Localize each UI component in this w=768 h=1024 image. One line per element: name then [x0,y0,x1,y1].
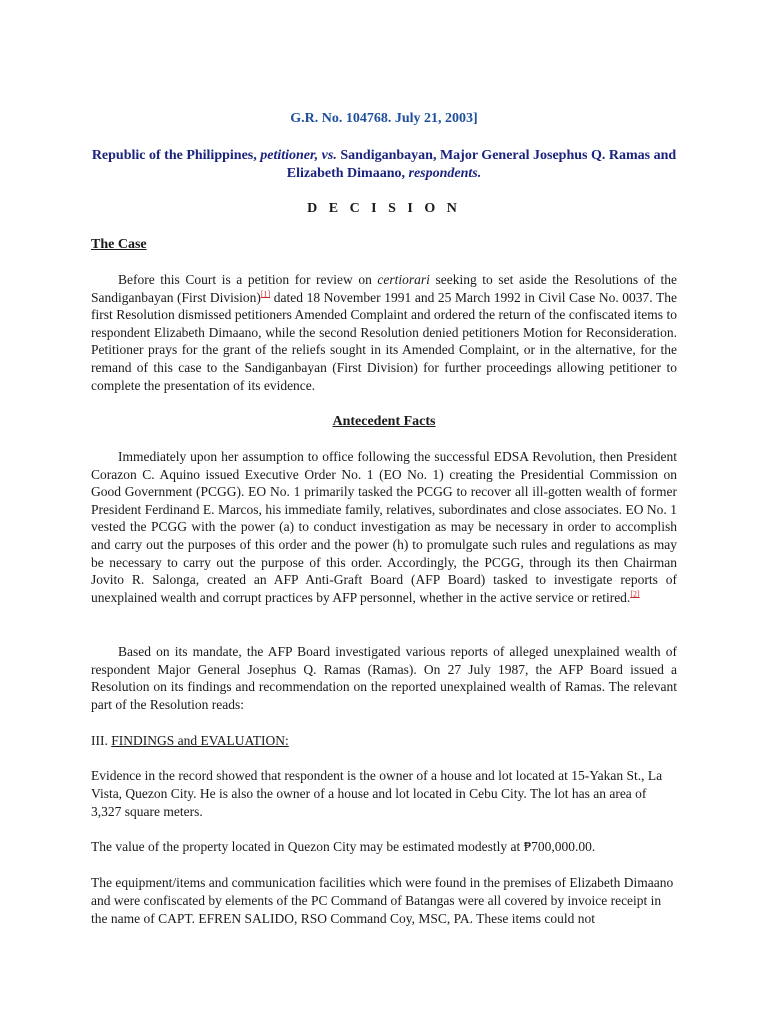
footnote-link-1[interactable]: [1] [260,289,271,299]
section-heading-antecedent-facts: Antecedent Facts [332,414,436,429]
petitioner-name: Republic of the Philippines, [91,148,261,163]
respondent-name-2: Elizabeth Dimaano, [286,166,409,181]
respondent-names: Sandiganbayan, Major General Josephus Q. Ramas and [336,148,677,163]
antecedent-paragraph-2: Based on its mandate, the AFP Board investigated various reports of alleged unexplained wealth of respondent Major General Josephus Q. Ramas (Ramas). On 27 July 1987, the AFP Board issued a Resolution on its findings and recommendation on the reported unexplained wealth of Ramas. The relevant part of the Resolution reads: [91,644,677,712]
parties-line-1 [0,147,768,165]
the-case-paragraph: Before this Court is a petition for review on certiorari seeking to set aside the Resolutions of the Sandiganbayan (First Division)[1] dated 18 November 1991 and 25 March 1992 in Civil Case No. 0037. The first Resolution dismissed petitioners Amended Complaint and ordered the return of the confiscated items to respondent Elizabeth Dimaano, while the second Resolution denied petitioners Motion for Reconsideration. Petitioner prays for the grant of the reliefs sought in its Amended Complaint, or in the alternative, for the remand of this case to the Sandiganbayan (First Division) for further proceedings allowing petitioner to complete the presentation of its evidence. [91,272,677,393]
findings-title: FINDINGS and EVALUATION: [111,733,289,748]
findings-number: III. [91,733,112,748]
footnote-link-2[interactable]: [2] [630,589,640,599]
petitioner-role: petitioner, vs. [260,148,337,163]
italic-term: certiorari [377,272,430,287]
respondent-role: respondents. [408,166,482,181]
decision-title: D E C I S I O N [307,201,461,216]
case-number: G.R. No. 104768. July 21, 2003] [290,111,478,126]
findings-paragraph-2: The value of the property located in Quezon City may be estimated modestly at ₱700,000.00. [91,839,596,854]
findings-heading [91,732,289,750]
antecedent-paragraph-1: Immediately upon her assumption to office following the successful EDSA Revolution, then President Corazon C. Aquino issued Executive Order No. 1 (EO No. 1) creating the Presidential Commission on Good Government (PCGG). EO No. 1 primarily tasked the PCGG to recover all ill-gotten wealth of former President Ferdinand E. Marcos, his immediate family, relatives, subordinates and close associates. EO No. 1 vested the PCGG with the power (a) to conduct investigation as may be necessary in order to accomplish and carry out the purposes of this order and the power (h) to promulgate such rules and regulations as may be necessary to carry out the purpose of this order. Accordingly, the PCGG, through its then Chairman Jovito R. Salonga, created an AFP Anti-Graft Board (AFP Board) tasked to investigate reports of unexplained wealth and corrupt practices by AFP personnel, whether in the active service or retired.[2] [91,449,677,605]
findings-paragraph-3: The equipment/items and communication facilities which were found in the premises of Elizabeth Dimaano and were confiscated by elements of the PC Command of Batangas were all covered by invoice receipt in the name of CAPT. EFREN SALIDO, RSO Command Coy, MSC, PA. These items could not [91,875,674,926]
parties-line-2 [0,165,768,183]
findings-paragraph-1: Evidence in the record showed that respondent is the owner of a house and lot located at 15-Yakan St., La Vista, Quezon City. He is also the owner of a house and lot located in Cebu City. The lot has an area of 3,327 square meters. [91,768,663,819]
section-heading-the-case: The Case [91,237,147,252]
